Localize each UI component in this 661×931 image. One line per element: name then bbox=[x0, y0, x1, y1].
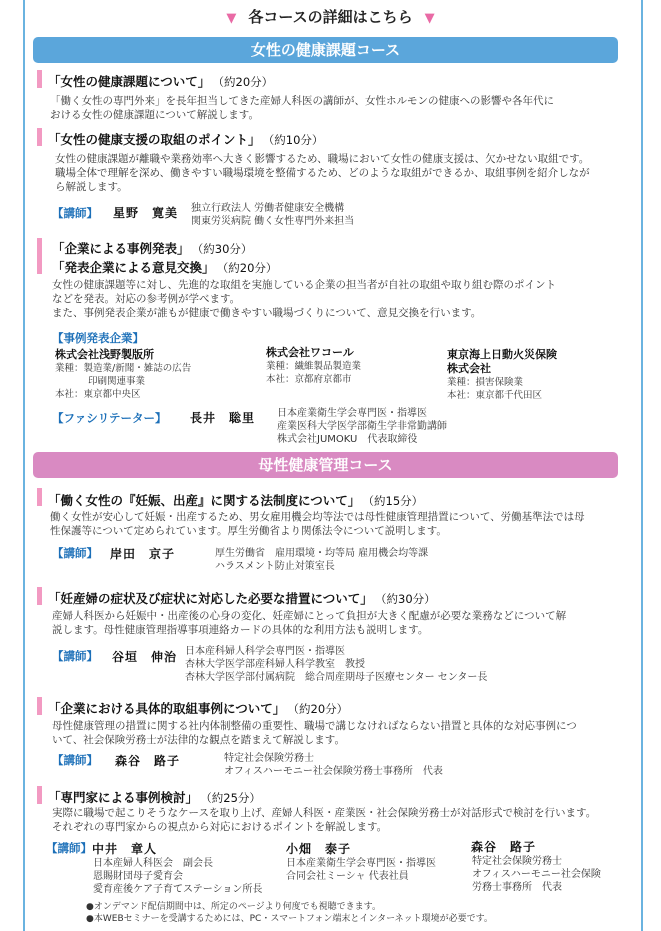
section-heading: 「発表企業による意見交換」 （約20分） bbox=[52, 260, 278, 275]
facilitator-affiliation: 日本産業衛生学会専門医・指導医 産業医科大学医学部衛生学非常勤講師 株式会社JUMOKU 代表取締役 bbox=[277, 408, 447, 445]
section-description: 母性健康管理の措置に関する社内体制整備の重要性、職場で講じなければならない措置と具体的な対応事例につ いて、社会保険労務士が法律的な観点を踏まえて解説します。 bbox=[52, 720, 577, 746]
lecturer-affiliation: 日本産業衛生学会専門医・指導医 合同会社ミーシャ 代表社員 bbox=[286, 858, 436, 882]
lecturer-affiliation: 日本産科婦人科学会専門医・指導医 杏林大学医学部産科婦人科学教室 教授 杏林大学医学部付属病院 総合周産期母子医療センター センター長 bbox=[185, 646, 488, 683]
lecturer-tag: 【講師】 bbox=[52, 206, 98, 220]
lecturer-affiliation: 厚生労働省 雇用環境・均等局 雇用機会均等課 ハラスメント防止対策室長 bbox=[215, 548, 429, 572]
lecturer-tag: 【講師】 bbox=[52, 546, 98, 560]
section-bar bbox=[37, 697, 42, 715]
lecturer-affiliation: 特定社会保険労務士 オフィスハーモニー社会保険 労務士事務所 代表 bbox=[472, 856, 601, 893]
lecturer-tag: 【講師】 bbox=[52, 649, 98, 663]
lecturer-name: 谷垣 伸治 bbox=[112, 650, 178, 664]
footnotes: ●オンデマンド配信期間中は、所定のページより何度でも視聴できます。 ●本WEBセミナーを受講するためには、PC・スマートフォン端末とインターネット環境が必要です。 bbox=[86, 902, 493, 924]
section-bar bbox=[37, 128, 42, 146]
section-description: 女性の健康課題が離職や業務効率へ大きく影響するため、職場において女性の健康支援は、欠かせない取組です。 職場全体で理解を深め、働きやすい職場環境を整備するため、どのような取組ができるか、取組事例を紹介しなが ら解説します。 bbox=[55, 153, 590, 193]
section-bar bbox=[37, 786, 42, 804]
section-bar bbox=[37, 70, 42, 88]
section-heading: 「専門家による事例検討」 （約25分） bbox=[48, 790, 261, 805]
section-heading: 「女性の健康課題について」 （約20分） bbox=[48, 74, 274, 89]
section-description: 働く女性が安心して妊娠・出産するため、男女雇用機会均等法では母性健康管理措置について、労働基準法では母 性保護等について定められています。厚生労働省より関係法令について説明します。 bbox=[50, 511, 585, 537]
section-bar bbox=[37, 488, 42, 506]
lecturer-affiliation: 独立行政法人 労働者健康安全機構 関東労災病院 働く女性専門外来担当 bbox=[191, 203, 355, 227]
company-asano: 株式会社浅野製版所 業種：製造業/新聞・雑誌の広告 印刷関連事業 本社：東京都中央区 bbox=[55, 348, 192, 400]
section-bar bbox=[37, 587, 42, 605]
section-heading: 「企業における具体的取組事例について」 （約20分） bbox=[48, 701, 349, 716]
section-heading: 「妊産婦の症状及び症状に対応した必要な措置について」 （約30分） bbox=[48, 591, 436, 606]
facilitator-tag: 【ファシリテーター】 bbox=[52, 411, 167, 425]
lecturer-tag: 【講師】 bbox=[46, 841, 92, 855]
section-description: 女性の健康課題等に対し、先進的な取組を実施している企業の担当者が自社の取組や取り組む際のポイント などを発表。対応の参考例が学べます。 また、事例発表企業が誰もが健康で働きやすい職場づくりについて、意見交換を行います。 bbox=[52, 279, 556, 319]
section-description: 産婦人科医から妊娠中・出産後の心身の変化、妊産婦にとって負担が大きく配慮が必要な業務などについて解 説します。母性健康管理指導事項連絡カードの具体的な利用方法も説明します。 bbox=[52, 610, 567, 636]
course-banner-womens-health: 女性の健康課題コース bbox=[33, 37, 618, 63]
section-bar bbox=[37, 238, 42, 274]
lecturer-name: 小畑 泰子 bbox=[286, 842, 352, 856]
companies-tag: 【事例発表企業】 bbox=[52, 331, 144, 345]
company-wacoal: 株式会社ワコール 業種：繊維製品製造業 本社：京都府京都市 bbox=[266, 346, 362, 385]
lecturer-name: 森谷 路子 bbox=[471, 840, 537, 854]
section-heading: 「女性の健康支援の取組のポイント」 （約10分） bbox=[48, 132, 324, 147]
triangle-down-icon: ▼ bbox=[226, 11, 237, 26]
page-title-text: 各コースの詳細はこちら bbox=[248, 8, 413, 26]
triangle-down-icon: ▼ bbox=[424, 11, 435, 26]
section-heading: 「働く女性の『妊娠、出産』に関する法制度について」 （約15分） bbox=[48, 493, 424, 508]
lecturer-tag: 【講師】 bbox=[52, 753, 98, 767]
section-heading: 「企業による事例発表」 （約30分） bbox=[52, 241, 253, 256]
lecturer-name: 岸田 京子 bbox=[110, 547, 176, 561]
lecturer-affiliation: 日本産婦人科医会 副会長 恩賜財団母子愛育会 愛育産後ケア子育てステーション所長 bbox=[93, 858, 263, 895]
section-description: 「働く女性の専門外来」を長年担当してきた産婦人科医の講師が、女性ホルモンの健康への影響や各年代に おける女性の健康課題について解説します。 bbox=[50, 95, 554, 121]
lecturer-name: 星野 寛美 bbox=[113, 206, 179, 220]
company-tokio-marine: 東京海上日動火災保険 株式会社 業種：損害保険業 本社：東京都千代田区 bbox=[447, 348, 557, 401]
lecturer-name: 森谷 路子 bbox=[115, 754, 181, 768]
lecturer-name: 中井 章人 bbox=[92, 842, 158, 856]
section-description: 実際に職場で起こりそうなケースを取り上げ、産婦人科医・産業医・社会保険労務士が対話形式で検討を行います。 それぞれの専門家からの視点から対応におけるポイントを解説します。 bbox=[52, 807, 597, 833]
course-banner-maternal-health: 母性健康管理コース bbox=[33, 452, 618, 478]
page-title bbox=[0, 6, 661, 27]
lecturer-affiliation: 特定社会保険労務士 オフィスハーモニー社会保険労務士事務所 代表 bbox=[224, 753, 443, 777]
facilitator-name: 長井 聡里 bbox=[190, 411, 256, 425]
